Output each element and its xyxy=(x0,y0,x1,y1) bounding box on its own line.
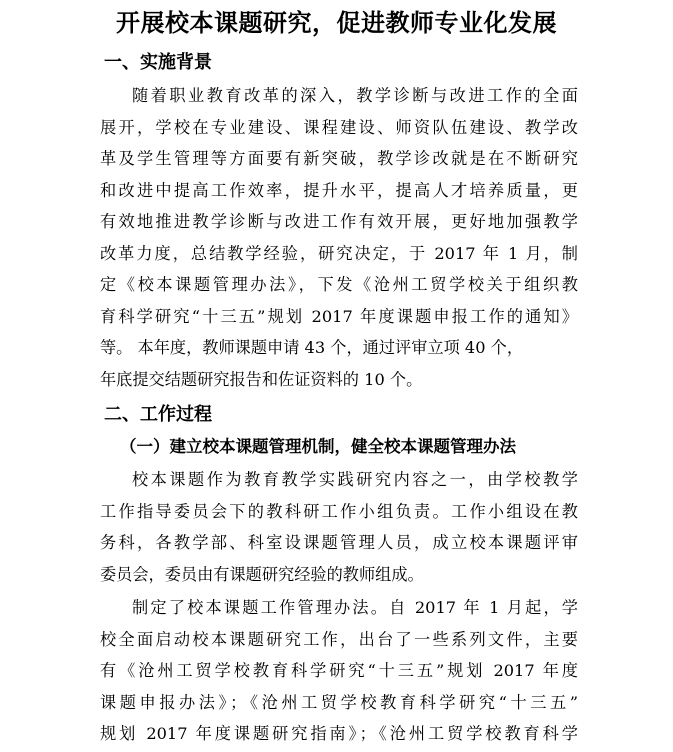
paragraph-management-body xyxy=(100,464,578,590)
paragraph-line: 育科学研究“十三五”规划 2017 年度课题申报工作的通知》 xyxy=(100,306,578,326)
paragraph-line: 规划 2017 年度课题研究指南》；《沧州工贸学校教育科学 xyxy=(100,724,578,743)
paragraph-line: 定《校本课题管理办法》，下发《沧州工贸学校关于组织教 xyxy=(100,275,578,294)
paragraph-background xyxy=(100,80,578,395)
paragraph-line: 有效地推进教学诊断与改进工作有效开展，更好地加强教学 xyxy=(100,212,578,231)
paragraph-line: 制定了校本课题工作管理办法。自 2017 年 1 月起，学 xyxy=(132,598,578,617)
paragraph-line: 校全面启动校本课题研究工作，出台了一些系列文件，主要 xyxy=(100,629,578,649)
paragraph-management-rules xyxy=(100,592,578,750)
paragraph-line: 改革力度，总结教学经验，研究决定，于 2017 年 1 月，制 xyxy=(100,243,578,263)
section-heading-process: 二、工作过程 xyxy=(104,404,212,425)
paragraph-line: 随着职业教育改革的深入，教学诊断与改进工作的全面 xyxy=(132,86,578,105)
paragraph-line: 革及学生管理等方面要有新突破，教学诊改就是在不断研究 xyxy=(100,149,578,168)
paragraph-line: 展开，学校在专业建设、课程建设、师资队伍建设、教学改 xyxy=(100,117,578,137)
paragraph-line: 委员会，委员由有课题研究经验的教师组成。 xyxy=(100,564,424,584)
paragraph-line: 课题申报办法》；《沧州工贸学校教育科学研究“十三五” xyxy=(100,692,578,712)
document-title: 开展校本课题研究，促进教师专业化发展 xyxy=(116,9,557,37)
paragraph-line: 有《沧州工贸学校教育科学研究“十三五”规划 2017 年度 xyxy=(100,661,578,680)
paragraph-line: 务科，各教学部、科室设课题管理人员，成立校本课题评审 xyxy=(100,533,578,552)
paragraph-line: 和改进中提高工作效率，提升水平，提高人才培养质量，更 xyxy=(100,180,578,200)
paragraph-line: 校本课题作为教育教学实践研究内容之一，由学校教学 xyxy=(132,470,578,489)
paragraph-line: 工作指导委员会下的教科研工作小组负责。工作小组设在教 xyxy=(100,501,578,521)
paragraph-line: 等。 本年度，教师课题申请 43 个，通过评审立项 40 个， xyxy=(100,338,524,357)
subsection-heading-management: （一）建立校本课题管理机制，健全校本课题管理办法 xyxy=(120,437,516,456)
paragraph-line: 年底提交结题研究报告和佐证资料的 10 个。 xyxy=(100,369,423,389)
section-heading-background: 一、实施背景 xyxy=(104,52,212,73)
